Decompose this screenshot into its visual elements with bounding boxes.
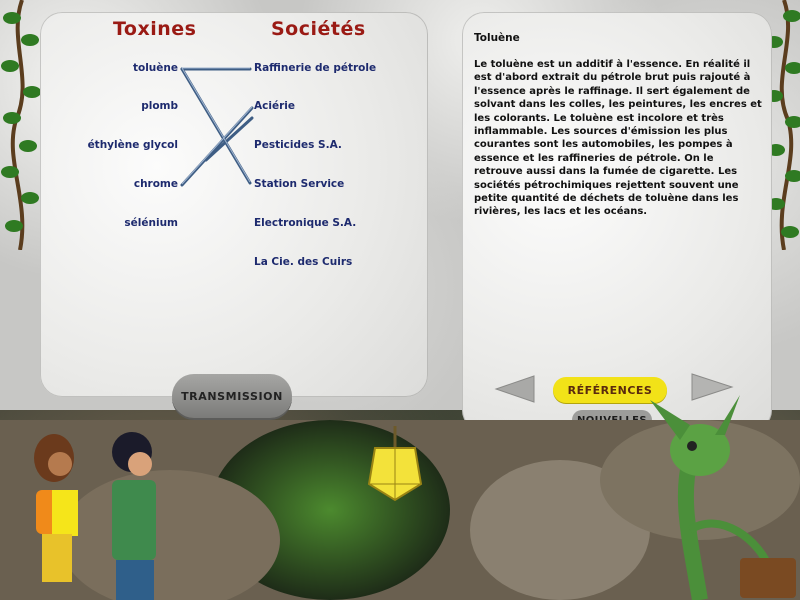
toxin-item[interactable]: éthylène glycol (87, 139, 178, 151)
info-title: Toluène (474, 32, 520, 44)
company-item[interactable]: Station Service (254, 178, 345, 190)
companies-title: Sociétés (271, 18, 366, 40)
company-item[interactable]: Aciérie (254, 100, 295, 112)
plant-creature-character (620, 390, 800, 600)
info-text: Le toluène est un additif à l'essence. En réalité il est d'abord extrait du pétrole brut puis rajouté à l'essence après le raffinage. Il sert également de solvant dans les colles, les peintures, les encres et les colorants. Le toluène est incolore et très inflammable. Les sources d'émission les plus courantes sont les automobiles, les pompes à essence et les raffineries de pétrole. On le retrouve aussi dans la fumée de cigarette. Les sociétés pétrochimiques rejettent souvent une petite quantité de déchets de toluène dans les rivières, les lacs et les océans. (474, 59, 762, 218)
company-item[interactable]: Raffinerie de pétrole (254, 62, 377, 74)
lantern-icon (365, 426, 425, 506)
toxin-item[interactable]: sélénium (124, 217, 178, 229)
company-item[interactable]: La Cie. des Cuirs (254, 256, 353, 268)
children-characters (22, 430, 162, 600)
toxin-item[interactable]: chrome (133, 178, 178, 190)
toxin-item[interactable]: toluène (132, 62, 178, 74)
toxins-title: Toxines (113, 18, 197, 40)
transmission-button[interactable]: TRANSMISSION (172, 374, 292, 418)
references-button[interactable]: RÉFÉRENCES (553, 377, 667, 403)
toxin-item[interactable]: plomb (141, 100, 178, 112)
previous-arrow-icon[interactable] (494, 374, 536, 404)
company-item[interactable]: Electronique S.A. (254, 217, 357, 229)
company-item[interactable]: Pesticides S.A. (254, 139, 342, 151)
